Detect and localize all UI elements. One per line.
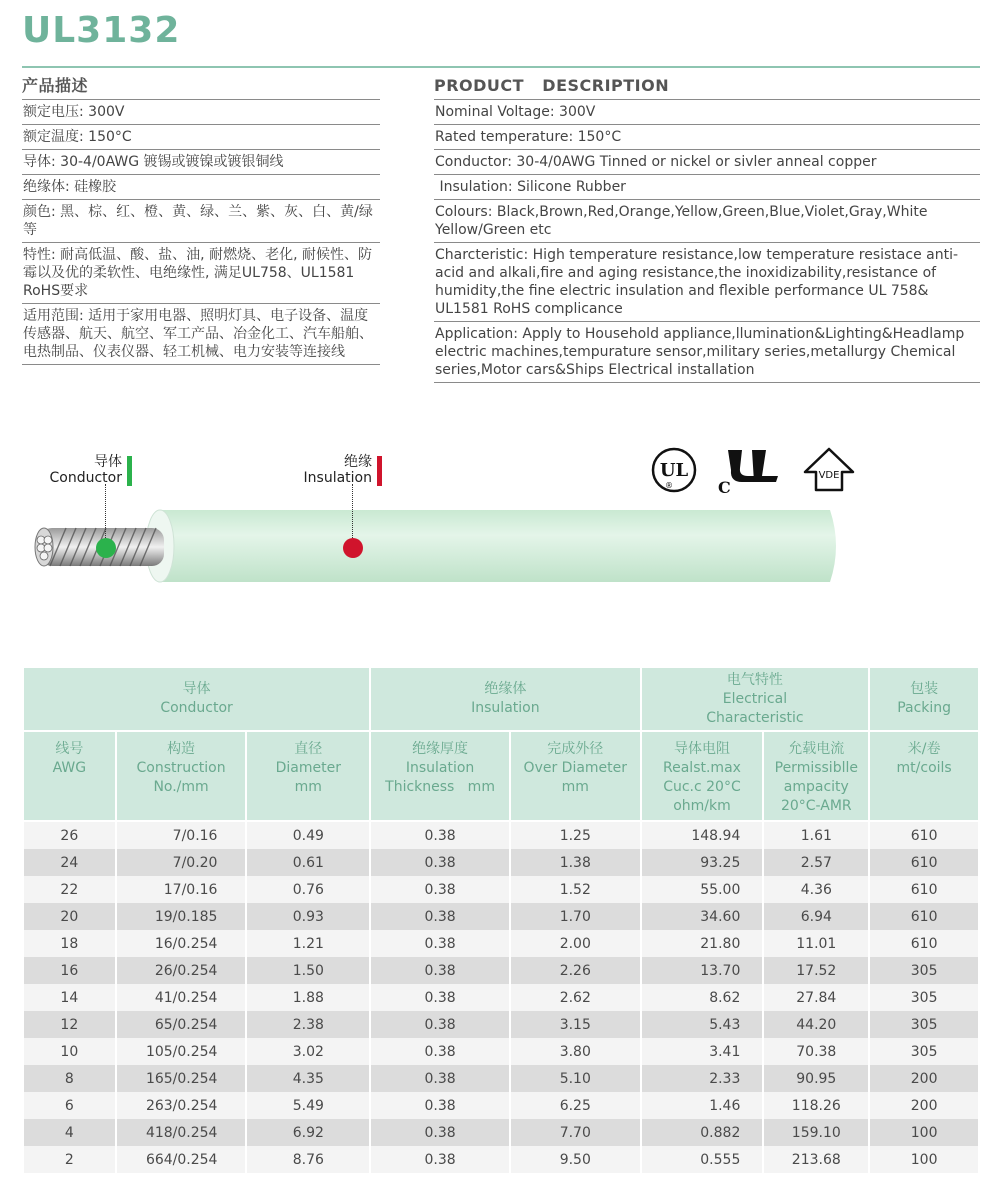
col-diameter-unit: mm [294, 779, 322, 795]
col-thickness-cn: 绝缘厚度 [412, 741, 469, 757]
cell-ampacity: 2.57 [763, 849, 869, 876]
conductor-marker [96, 538, 116, 558]
cell-insulation-thickness: 0.38 [370, 957, 510, 984]
conductor-label-en: Conductor [49, 470, 122, 486]
col-ampacity-unit: 20°C-AMR [780, 798, 852, 814]
cell-ampacity: 17.52 [763, 957, 869, 984]
cell-resistance: 2.33 [641, 1065, 764, 1092]
cell-insulation-thickness: 0.38 [370, 1119, 510, 1146]
cell-ampacity: 27.84 [763, 984, 869, 1011]
group-electrical-en-2: Characteristic [706, 709, 804, 726]
table-row [23, 1092, 979, 1119]
cell-packing: 305 [869, 984, 979, 1011]
cell-packing: 610 [869, 876, 979, 903]
cell-construction: 105/0.254 [116, 1038, 247, 1065]
cell-ampacity: 44.20 [763, 1011, 869, 1038]
ul-registered-mark: ® [665, 481, 673, 490]
cell-packing: 610 [869, 821, 979, 849]
insulation-label-en: Insulation [303, 470, 372, 486]
cell-awg: 8 [23, 1065, 116, 1092]
table-row [23, 849, 979, 876]
cell-insulation-thickness: 0.38 [370, 930, 510, 957]
cell-over-diameter: 5.10 [510, 1065, 641, 1092]
group-conductor-cn: 导体 [182, 681, 211, 697]
cell-insulation-thickness: 0.38 [370, 849, 510, 876]
cell-awg: 10 [23, 1038, 116, 1065]
cul-c-mark: C [718, 478, 731, 496]
ul-logo [650, 446, 698, 494]
cell-construction: 7/0.20 [116, 849, 247, 876]
cell-over-diameter: 1.52 [510, 876, 641, 903]
cell-over-diameter: 3.15 [510, 1011, 641, 1038]
cell-construction: 26/0.254 [116, 957, 247, 984]
cell-diameter: 1.50 [246, 957, 370, 984]
cell-ampacity: 213.68 [763, 1146, 869, 1173]
col-header-awg [23, 731, 116, 821]
cell-insulation-thickness: 0.38 [370, 876, 510, 903]
col-header-ampacity [763, 731, 869, 821]
insulation-marker [343, 538, 363, 558]
cell-resistance: 93.25 [641, 849, 764, 876]
table-row [23, 903, 979, 930]
cell-resistance: 13.70 [641, 957, 764, 984]
col-overdia-unit: mm [561, 779, 589, 795]
cell-resistance: 148.94 [641, 821, 764, 849]
cell-awg: 12 [23, 1011, 116, 1038]
desc-cn-insulation: 绝缘体: 硅橡胶 [22, 175, 380, 200]
cell-over-diameter: 9.50 [510, 1146, 641, 1173]
group-header-packing [869, 667, 979, 731]
group-conductor-en: Conductor [160, 700, 233, 716]
cell-resistance: 1.46 [641, 1092, 764, 1119]
cell-construction: 418/0.254 [116, 1119, 247, 1146]
group-header-conductor [23, 667, 370, 731]
table-row [23, 821, 979, 849]
col-packing-en: mt/coils [896, 760, 952, 776]
spec-table [22, 666, 980, 1173]
group-header-insulation [370, 667, 640, 731]
cell-ampacity: 1.61 [763, 821, 869, 849]
cell-awg: 20 [23, 903, 116, 930]
col-awg-en: AWG [52, 760, 87, 776]
cell-awg: 6 [23, 1092, 116, 1119]
cell-packing: 305 [869, 1038, 979, 1065]
group-electrical-en-1: Electrical [722, 690, 788, 707]
cell-awg: 18 [23, 930, 116, 957]
cell-insulation-thickness: 0.38 [370, 1065, 510, 1092]
cell-diameter: 5.49 [246, 1092, 370, 1119]
cell-ampacity: 159.10 [763, 1119, 869, 1146]
cell-diameter: 3.02 [246, 1038, 370, 1065]
description-en-heading: PRODUCT DESCRIPTION [434, 75, 980, 100]
cell-resistance: 3.41 [641, 1038, 764, 1065]
cell-construction: 19/0.185 [116, 903, 247, 930]
cell-resistance: 5.43 [641, 1011, 764, 1038]
cell-packing: 200 [869, 1092, 979, 1119]
desc-cn-voltage: 额定电压: 300V [22, 100, 380, 125]
cell-resistance: 34.60 [641, 903, 764, 930]
cell-ampacity: 11.01 [763, 930, 869, 957]
cell-packing: 100 [869, 1146, 979, 1173]
desc-cn-temperature: 额定温度: 150°C [22, 125, 380, 150]
desc-en-colours: Colours: Black,Brown,Red,Orange,Yellow,Green,Blue,Violet,Gray,White Yellow/Green etc [434, 200, 980, 243]
cell-construction: 17/0.16 [116, 876, 247, 903]
ul-logo-text: UL [659, 460, 689, 481]
group-packing-cn: 包装 [910, 681, 939, 697]
cell-diameter: 1.21 [246, 930, 370, 957]
cell-ampacity: 4.36 [763, 876, 869, 903]
cell-insulation-thickness: 0.38 [370, 1146, 510, 1173]
vde-logo [802, 446, 856, 494]
col-ampacity-en: Permissiblle [774, 760, 858, 776]
col-awg-cn: 线号 [55, 741, 84, 757]
desc-cn-colours: 颜色: 黑、棕、红、橙、黄、绿、兰、紫、灰、白、黄/绿等 [22, 200, 380, 243]
insulation-label-cn: 绝缘 [344, 454, 372, 470]
col-resistance-en: Realst.max [663, 760, 741, 776]
cell-packing: 610 [869, 849, 979, 876]
conductor-color-bar [127, 456, 132, 486]
insulation-label [282, 454, 372, 486]
cell-over-diameter: 2.00 [510, 930, 641, 957]
cell-ampacity: 90.95 [763, 1065, 869, 1092]
cell-insulation-thickness: 0.38 [370, 1092, 510, 1119]
cell-construction: 165/0.254 [116, 1065, 247, 1092]
conductor-leader-line [105, 484, 106, 542]
cell-insulation-thickness: 0.38 [370, 821, 510, 849]
table-row [23, 1146, 979, 1173]
desc-en-temperature: Rated temperature: 150°C [434, 125, 980, 150]
cell-diameter: 6.92 [246, 1119, 370, 1146]
desc-cn-conductor: 导体: 30-4/0AWG 镀锡或镀镍或镀银铜线 [22, 150, 380, 175]
cell-diameter: 0.49 [246, 821, 370, 849]
col-ampacity-en-2: ampacity [783, 779, 849, 795]
group-packing-en: Packing [897, 700, 952, 716]
cell-awg: 16 [23, 957, 116, 984]
insulation-leader-line [352, 484, 353, 540]
table-row [23, 1011, 979, 1038]
cell-packing: 305 [869, 1011, 979, 1038]
cell-resistance: 0.555 [641, 1146, 764, 1173]
table-row [23, 1065, 979, 1092]
cell-construction: 7/0.16 [116, 821, 247, 849]
col-construction-cn: 构造 [167, 741, 196, 757]
cell-awg: 26 [23, 821, 116, 849]
col-header-diameter [246, 731, 370, 821]
table-row [23, 1119, 979, 1146]
col-thickness-en: Insulation [405, 760, 475, 776]
cell-construction: 41/0.254 [116, 984, 247, 1011]
col-resistance-cn: 导体电阻 [673, 741, 730, 757]
description-cn-heading: 产品描述 [22, 75, 380, 100]
cell-over-diameter: 1.70 [510, 903, 641, 930]
table-row [23, 930, 979, 957]
cell-insulation-thickness: 0.38 [370, 1011, 510, 1038]
cell-construction: 664/0.254 [116, 1146, 247, 1173]
cell-insulation-thickness: 0.38 [370, 1038, 510, 1065]
col-diameter-en: Diameter [275, 760, 341, 776]
col-ampacity-cn: 允载电流 [788, 741, 845, 757]
desc-en-conductor: Conductor: 30-4/0AWG Tinned or nickel or sivler anneal copper [434, 150, 980, 175]
col-header-resistance [641, 731, 764, 821]
cell-diameter: 0.93 [246, 903, 370, 930]
conductor-label-cn: 导体 [94, 454, 122, 470]
cul-logo [718, 446, 784, 496]
cell-diameter: 0.61 [246, 849, 370, 876]
col-construction-unit: No./mm [153, 779, 209, 795]
spec-table-body [23, 821, 979, 1173]
col-packing-cn: 米/卷 [907, 741, 941, 757]
cell-packing: 610 [869, 903, 979, 930]
col-header-over-diameter [510, 731, 641, 821]
col-overdia-en: Over Diameter [523, 760, 628, 776]
vde-logo-text: VDE [818, 470, 840, 481]
group-insulation-en: Insulation [471, 700, 540, 716]
cell-diameter: 8.76 [246, 1146, 370, 1173]
cell-ampacity: 6.94 [763, 903, 869, 930]
cell-awg: 2 [23, 1146, 116, 1173]
insulation-sheath [160, 510, 836, 582]
cell-awg: 14 [23, 984, 116, 1011]
table-row [23, 984, 979, 1011]
group-header-electrical [641, 667, 870, 731]
col-construction-en: Construction [136, 760, 226, 776]
cell-resistance: 55.00 [641, 876, 764, 903]
cell-awg: 24 [23, 849, 116, 876]
cell-over-diameter: 1.38 [510, 849, 641, 876]
table-row [23, 1038, 979, 1065]
table-row [23, 876, 979, 903]
col-resistance-cond: Cuc.c 20°C [663, 779, 741, 795]
col-header-construction [116, 731, 247, 821]
wire-diagram [0, 440, 1000, 610]
cell-packing: 100 [869, 1119, 979, 1146]
col-header-packing [869, 731, 979, 821]
cell-construction: 263/0.254 [116, 1092, 247, 1119]
desc-en-insulation: Insulation: Silicone Rubber [434, 175, 980, 200]
cell-ampacity: 118.26 [763, 1092, 869, 1119]
group-electrical-cn: 电气特性 [726, 671, 783, 688]
group-insulation-cn: 绝缘体 [484, 681, 527, 697]
table-row [23, 957, 979, 984]
cell-over-diameter: 2.26 [510, 957, 641, 984]
cell-resistance: 8.62 [641, 984, 764, 1011]
desc-cn-application: 适用范围: 适用于家用电器、照明灯具、电子设备、温度传感器、航天、航空、军工产品、冶金化工、汽车船舶、电热制品、仪表仪器、轻工机械、电力安装等连接线 [22, 304, 380, 365]
cell-diameter: 1.88 [246, 984, 370, 1011]
col-thickness-unit: Thickness mm [385, 779, 495, 795]
cell-insulation-thickness: 0.38 [370, 903, 510, 930]
cell-resistance: 21.80 [641, 930, 764, 957]
col-resistance-unit: ohm/km [673, 798, 731, 814]
cell-diameter: 2.38 [246, 1011, 370, 1038]
desc-en-voltage: Nominal Voltage: 300V [434, 100, 980, 125]
cell-awg: 4 [23, 1119, 116, 1146]
cell-over-diameter: 3.80 [510, 1038, 641, 1065]
page-title: UL3132 [22, 10, 181, 51]
cell-over-diameter: 1.25 [510, 821, 641, 849]
cell-awg: 22 [23, 876, 116, 903]
cell-over-diameter: 7.70 [510, 1119, 641, 1146]
insulation-color-bar [377, 456, 382, 486]
col-diameter-cn: 直径 [294, 741, 323, 757]
cell-construction: 16/0.254 [116, 930, 247, 957]
cell-construction: 65/0.254 [116, 1011, 247, 1038]
description-en [434, 75, 980, 383]
cell-packing: 200 [869, 1065, 979, 1092]
title-divider [22, 66, 980, 68]
cell-diameter: 0.76 [246, 876, 370, 903]
desc-cn-characteristic: 特性: 耐高低温、酸、盐、油, 耐燃烧、老化, 耐候性、防霉以及优的柔软性、电绝缘性, 满足UL758、UL1581 RoHS要求 [22, 243, 380, 304]
col-overdia-cn: 完成外径 [547, 741, 604, 757]
desc-en-characteristic: Charcteristic: High temperature resistance,low temperature resistace anti-acid and alkali,fire and aging resistance,the inoxidizability,resistance of humidity,the fine electric insulation and flexible performance UL 758& UL1581 RoHS complicance [434, 243, 980, 322]
col-header-insulation-thickness [370, 731, 510, 821]
description-cn [22, 75, 380, 365]
conductor-label [30, 454, 122, 486]
cell-packing: 305 [869, 957, 979, 984]
cell-over-diameter: 6.25 [510, 1092, 641, 1119]
cell-over-diameter: 2.62 [510, 984, 641, 1011]
cell-resistance: 0.882 [641, 1119, 764, 1146]
cell-ampacity: 70.38 [763, 1038, 869, 1065]
cell-packing: 610 [869, 930, 979, 957]
cell-diameter: 4.35 [246, 1065, 370, 1092]
desc-en-application: Application: Apply to Household appliance,llumination&Lighting&Headlamp electric machines,tempurature sensor,military series,metallurgy Chemical series,Motor cars&Ships Electrical installation [434, 322, 980, 383]
cell-insulation-thickness: 0.38 [370, 984, 510, 1011]
